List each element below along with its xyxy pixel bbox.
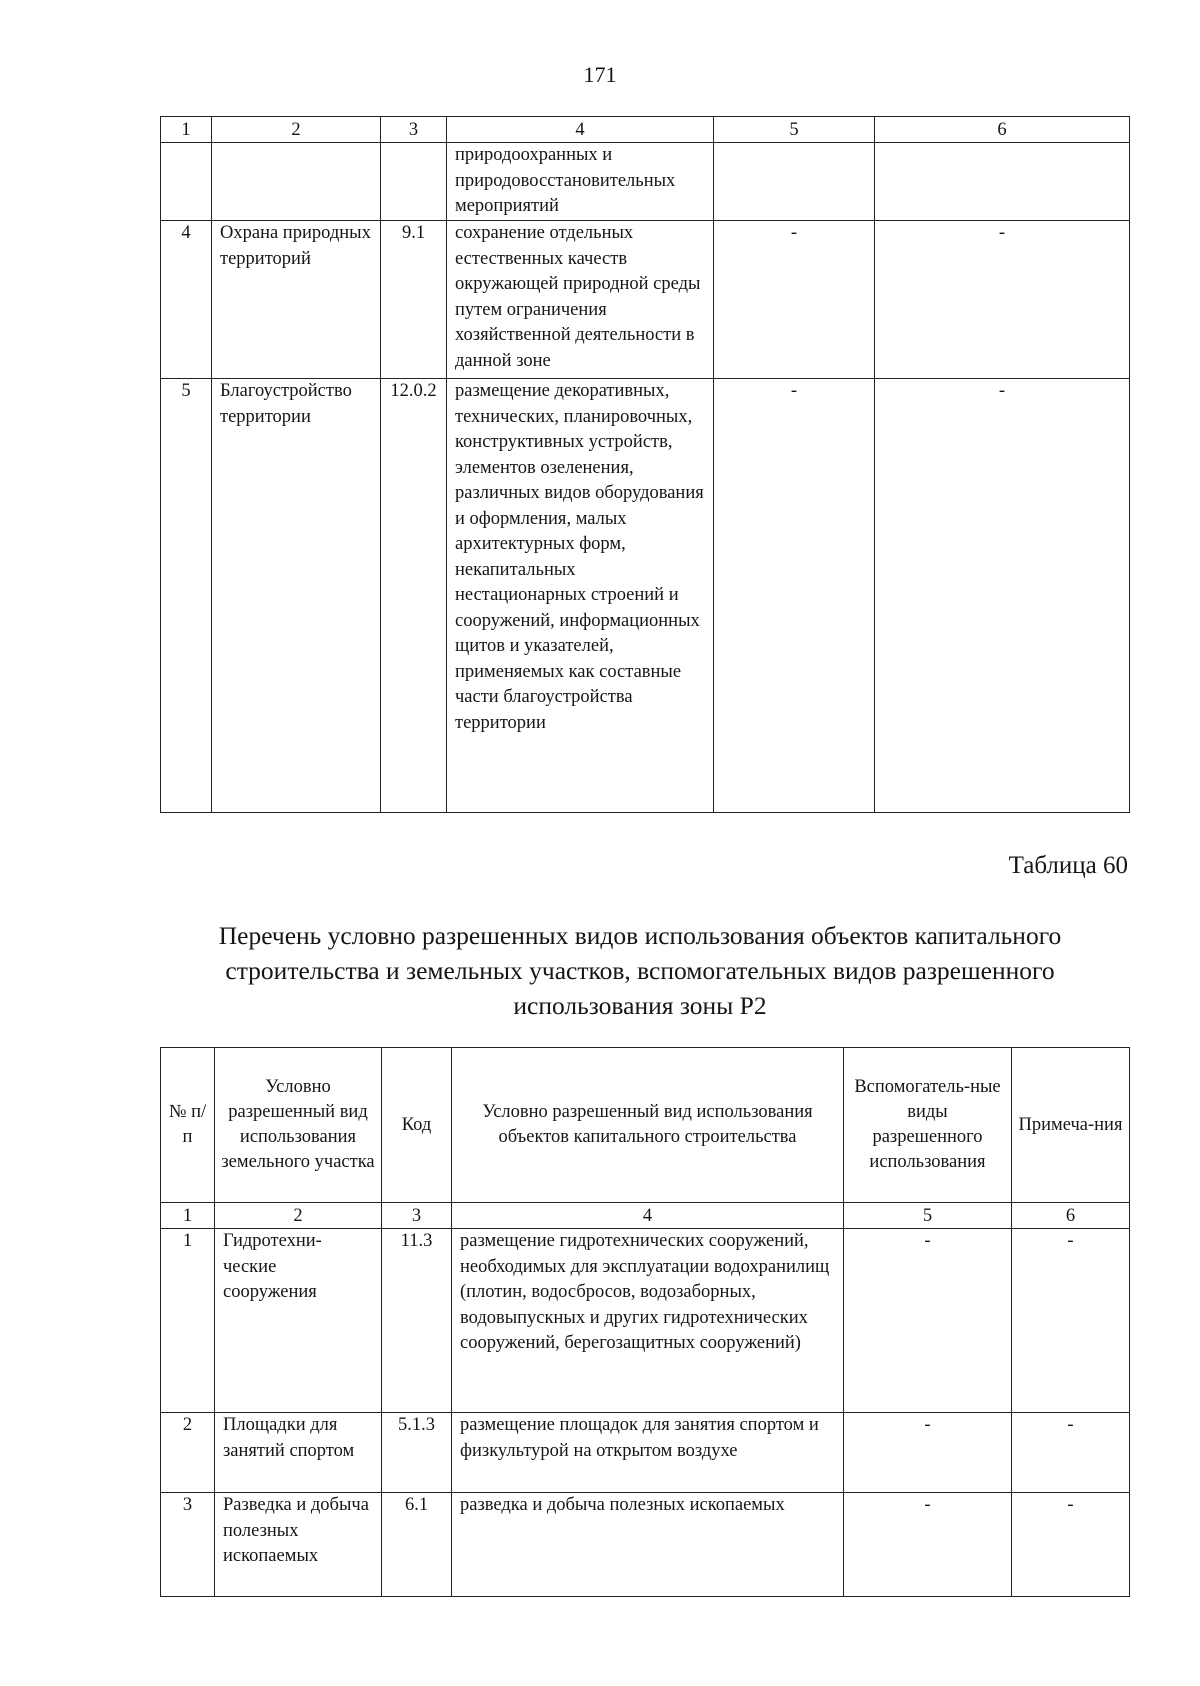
header-notes: Примеча-ния — [1012, 1048, 1130, 1203]
column-number-row — [161, 117, 1130, 143]
use-description: природоохранных и природовосстановительных мероприятий — [447, 143, 714, 221]
use-description: разведка и добыча полезных ископаемых — [452, 1493, 844, 1597]
use-code — [381, 143, 447, 221]
land-use-name: Благоустройство территории — [212, 379, 381, 813]
column-number-row — [161, 1203, 1130, 1229]
header-code: Код — [382, 1048, 452, 1203]
auxiliary-uses: - — [714, 221, 875, 379]
column-number: 3 — [381, 117, 447, 143]
row-number: 4 — [161, 221, 212, 379]
land-use-name: Гидротехни-ческие сооружения — [215, 1229, 382, 1413]
column-number: 4 — [452, 1203, 844, 1229]
notes: - — [1012, 1413, 1130, 1493]
use-code: 9.1 — [381, 221, 447, 379]
use-code: 5.1.3 — [382, 1413, 452, 1493]
use-code: 12.0.2 — [381, 379, 447, 813]
header-capital-use: Условно разрешенный вид использования объектов капитального строительства — [452, 1048, 844, 1203]
table-title: Перечень условно разрешенных видов использования объектов капитального строительства и земельных участков, вспомогательных видов разрешенного использования зоны Р2 — [218, 921, 1062, 1020]
column-number: 1 — [161, 1203, 215, 1229]
use-description: размещение декоративных, технических, планировочных, конструктивных устройств, элементов озеленения, различных видов оборудования и оформления, малых архитектурных форм, некапитальных нестационарных строений и сооружений, информационных щитов и указателей, применяемых как составные части благоустройства территории — [447, 379, 714, 813]
land-use-name: Охрана природных территорий — [212, 221, 381, 379]
table-row — [161, 1493, 1130, 1597]
auxiliary-uses — [714, 143, 875, 221]
table-continuation — [160, 116, 1130, 813]
row-number: 2 — [161, 1413, 215, 1493]
column-number: 5 — [714, 117, 875, 143]
notes: - — [1012, 1229, 1130, 1413]
table-caption: Таблица 60 — [1008, 852, 1128, 879]
header-auxiliary-uses: Вспомогатель-ные виды разрешенного использования — [844, 1048, 1012, 1203]
table-row — [161, 143, 1130, 221]
permitted-uses-table — [160, 1047, 1130, 1597]
column-number: 1 — [161, 117, 212, 143]
row-number: 5 — [161, 379, 212, 813]
land-use-name: Площадки для занятий спортом — [215, 1413, 382, 1493]
use-description: размещение площадок для занятия спортом и физкультурой на открытом воздухе — [452, 1413, 844, 1493]
use-description: сохранение отдельных естественных качеств окружающей природной среды путем ограничения хозяйственной деятельности в данной зоне — [447, 221, 714, 379]
row-number: 1 — [161, 1229, 215, 1413]
auxiliary-uses: - — [714, 379, 875, 813]
page-number: 171 — [583, 62, 617, 87]
column-number: 5 — [844, 1203, 1012, 1229]
table-row — [161, 221, 1130, 379]
table-row — [161, 1413, 1130, 1493]
header-row — [161, 1048, 1130, 1203]
use-code: 6.1 — [382, 1493, 452, 1597]
use-description: размещение гидротехнических сооружений, необходимых для эксплуатации водохранилищ (плотин, водосбросов, водозаборных, водовыпускных и других гидротехнических сооружений, берегозащитных сооружений) — [452, 1229, 844, 1413]
auxiliary-uses: - — [844, 1493, 1012, 1597]
column-number: 2 — [212, 117, 381, 143]
auxiliary-uses: - — [844, 1229, 1012, 1413]
column-number: 6 — [875, 117, 1130, 143]
row-number: 3 — [161, 1493, 215, 1597]
land-use-name — [212, 143, 381, 221]
notes: - — [1012, 1493, 1130, 1597]
column-number: 4 — [447, 117, 714, 143]
auxiliary-uses: - — [844, 1413, 1012, 1493]
header-land-use: Условно разрешенный вид использования земельного участка — [215, 1048, 382, 1203]
row-number — [161, 143, 212, 221]
table-row — [161, 1229, 1130, 1413]
column-number: 2 — [215, 1203, 382, 1229]
use-code: 11.3 — [382, 1229, 452, 1413]
column-number: 3 — [382, 1203, 452, 1229]
notes — [875, 143, 1130, 221]
notes: - — [875, 379, 1130, 813]
column-number: 6 — [1012, 1203, 1130, 1229]
header-num: № п/п — [161, 1048, 215, 1203]
land-use-name: Разведка и добыча полезных ископаемых — [215, 1493, 382, 1597]
table-row — [161, 379, 1130, 813]
notes: - — [875, 221, 1130, 379]
